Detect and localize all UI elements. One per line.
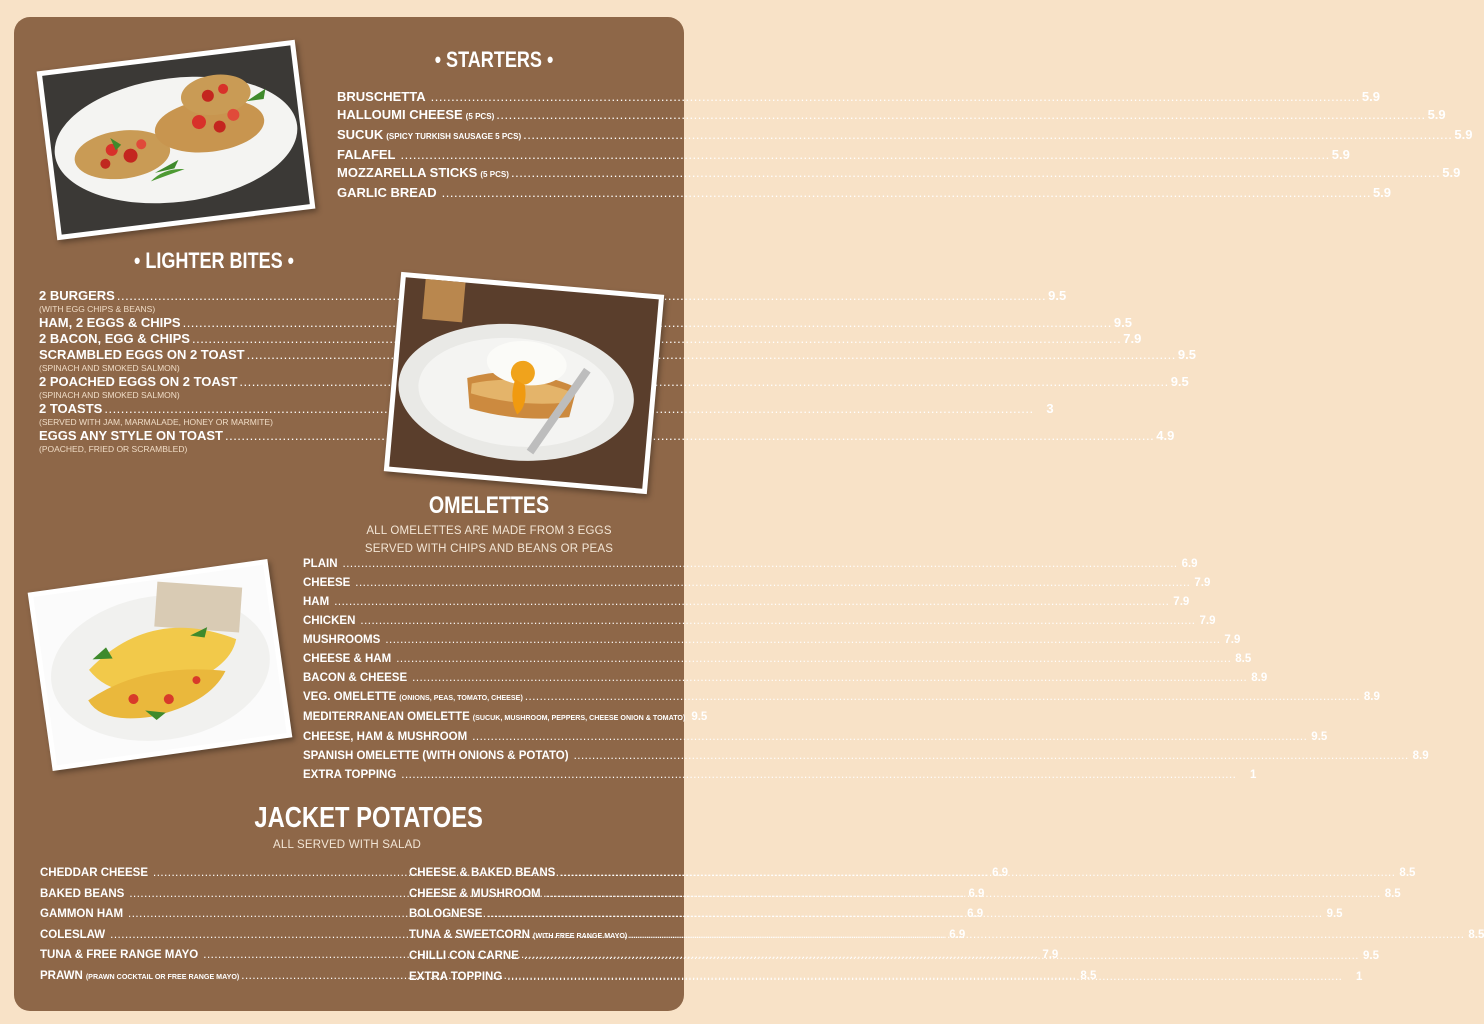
dot-leader bbox=[343, 555, 1178, 574]
item-price: 6.9 bbox=[1181, 558, 1198, 570]
omelette-photo bbox=[28, 559, 293, 771]
menu-item bbox=[337, 88, 1380, 106]
item-name: HAM, 2 EGGS & CHIPS bbox=[39, 315, 181, 330]
menu-item bbox=[303, 555, 1198, 574]
item-price: 4.9 bbox=[1156, 428, 1175, 443]
item-name: 2 BACON, EGG & CHIPS bbox=[39, 331, 190, 346]
item-note: (ONIONS, PEAS, TOMATO, CHEESE) bbox=[399, 694, 523, 702]
item-name: 2 BURGERS bbox=[39, 288, 115, 303]
item-price: 7.9 bbox=[1042, 949, 1059, 961]
menu-item bbox=[39, 315, 1132, 331]
item-price: 7.9 bbox=[1123, 331, 1142, 346]
dot-leader bbox=[629, 925, 1464, 946]
item-name: BRUSCHETTA bbox=[337, 89, 426, 104]
item-price: 8.9 bbox=[1363, 691, 1380, 703]
dot-leader bbox=[524, 946, 1359, 967]
dot-leader bbox=[401, 146, 1330, 164]
omelettes-subtitle-2: SERVED WITH CHIPS AND BEANS OR PEAS bbox=[364, 543, 614, 555]
menu-item bbox=[303, 650, 1252, 669]
menu-item bbox=[303, 747, 1429, 766]
item-description: (WITH EGG CHIPS & BEANS) bbox=[39, 304, 156, 314]
item-price: 9.5 bbox=[1326, 908, 1343, 920]
item-price: 8.9 bbox=[1251, 672, 1268, 684]
menu-item bbox=[303, 728, 1328, 747]
item-price: 5.9 bbox=[1442, 165, 1461, 180]
starters-title: • STARTERS • bbox=[434, 47, 554, 72]
dot-leader bbox=[360, 612, 1195, 631]
item-name: CHEESE & BAKED BEANS bbox=[409, 867, 556, 879]
dot-leader bbox=[496, 106, 1425, 124]
menu-item bbox=[303, 766, 1257, 785]
item-price: 5.9 bbox=[1372, 185, 1392, 200]
item-name: PRAWN bbox=[40, 969, 83, 982]
item-name: CHILLI CON CARNE bbox=[409, 950, 519, 962]
dot-leader bbox=[355, 574, 1190, 593]
item-note: (5 PCS) bbox=[480, 170, 509, 179]
item-name: GAMMON HAM bbox=[40, 908, 124, 920]
item-price: 8.9 bbox=[1412, 750, 1429, 762]
item-price: 7.9 bbox=[1199, 615, 1216, 627]
item-name: TUNA & FREE RANGE MAYO bbox=[40, 949, 199, 961]
item-name: BOLOGNESE bbox=[409, 908, 483, 920]
item-price: 8.5 bbox=[1235, 653, 1252, 665]
item-name: CHEESE bbox=[303, 577, 351, 589]
item-price: 7.9 bbox=[1224, 634, 1241, 646]
item-name: EGGS ANY STYLE ON TOAST bbox=[39, 428, 223, 443]
omelettes-title: OMELETTES bbox=[428, 492, 550, 519]
lighter-bites-list bbox=[39, 288, 1196, 455]
dot-leader bbox=[431, 88, 1360, 106]
menu-board bbox=[14, 17, 1484, 1011]
menu-item bbox=[337, 126, 1473, 146]
item-name: 2 TOASTS bbox=[39, 401, 103, 416]
item-price: 7.9 bbox=[1173, 596, 1190, 608]
dot-leader bbox=[523, 126, 1452, 144]
item-price: 6.9 bbox=[949, 928, 966, 941]
item-price: 8.5 bbox=[1080, 969, 1097, 982]
menu-item bbox=[39, 428, 1175, 444]
item-note: (WITH FREE RANGE MAYO) bbox=[532, 931, 628, 940]
dot-leader bbox=[385, 631, 1220, 650]
menu-item bbox=[303, 593, 1190, 612]
item-price: 6.9 bbox=[992, 867, 1009, 879]
item-name: PLAIN bbox=[303, 558, 338, 570]
dot-leader bbox=[511, 164, 1440, 182]
menu-item bbox=[303, 612, 1216, 631]
omelette-image bbox=[33, 565, 286, 766]
item-name: COLESLAW bbox=[40, 928, 106, 941]
item-price: 7.9 bbox=[1194, 577, 1211, 589]
item-name: EXTRA TOPPING bbox=[303, 769, 397, 781]
dot-leader bbox=[560, 863, 1395, 884]
item-price: 5.9 bbox=[1361, 89, 1380, 104]
poached-egg-toast-photo bbox=[384, 272, 664, 494]
item-price: 1 bbox=[1355, 970, 1363, 983]
dot-leader bbox=[401, 766, 1236, 785]
item-price: 1 bbox=[1249, 769, 1257, 781]
item-description: (SERVED WITH JAM, MARMALADE, HONEY OR MARMITE) bbox=[39, 417, 273, 427]
item-price: 9.5 bbox=[1113, 315, 1132, 330]
item-name: 2 POACHED EGGS ON 2 TOAST bbox=[39, 374, 238, 389]
item-note: (SPICY TURKISH SAUSAGE 5 PCS) bbox=[386, 132, 522, 141]
dot-leader bbox=[507, 967, 1342, 988]
item-price: 9.5 bbox=[1048, 288, 1067, 303]
item-price: 9.5 bbox=[691, 711, 708, 723]
item-price: 8.5 bbox=[1384, 887, 1401, 900]
dot-leader bbox=[472, 728, 1307, 747]
item-name: HALLOUMI CHEESE bbox=[337, 107, 463, 122]
item-name: CHICKEN bbox=[303, 615, 356, 627]
menu-item bbox=[303, 669, 1268, 688]
dot-leader bbox=[525, 688, 1360, 707]
jacket-potatoes-title: JACKET POTATOES bbox=[254, 802, 483, 834]
item-name: SPANISH OMELETTE (WITH ONIONS & POTATO) bbox=[303, 750, 569, 762]
item-note: (PRAWN COCKTAIL OR FREE RANGE MAYO) bbox=[85, 972, 240, 981]
menu-item bbox=[337, 184, 1392, 202]
item-name: HAM bbox=[303, 596, 330, 608]
menu-item bbox=[337, 146, 1350, 164]
menu-item bbox=[39, 401, 1054, 417]
item-name: VEG. OMELETTE bbox=[303, 691, 397, 703]
item-name: EXTRA TOPPING bbox=[409, 970, 503, 983]
item-price: 6.9 bbox=[967, 908, 984, 920]
item-price: 9.5 bbox=[1362, 950, 1379, 962]
dot-leader bbox=[412, 669, 1247, 688]
item-note: (5 PCS) bbox=[465, 112, 495, 121]
item-price: 5.9 bbox=[1427, 107, 1446, 122]
item-price: 3 bbox=[1046, 401, 1054, 416]
omelettes-list bbox=[303, 555, 1429, 785]
dot-leader bbox=[546, 884, 1381, 905]
item-name: BAKED BEANS bbox=[40, 887, 125, 900]
menu-item bbox=[337, 106, 1446, 126]
item-name: CHEDDAR CHEESE bbox=[40, 867, 148, 879]
item-price: 5.9 bbox=[1454, 127, 1473, 142]
item-name: FALAFEL bbox=[337, 147, 396, 162]
dot-leader bbox=[239, 374, 1168, 390]
item-name: MEDITERRANEAN OMELETTE bbox=[303, 711, 470, 723]
item-name: SCRAMBLED EGGS ON 2 TOAST bbox=[39, 347, 245, 362]
item-name: SUCUK bbox=[337, 127, 384, 142]
menu-item bbox=[39, 331, 1142, 347]
menu-item bbox=[303, 631, 1241, 650]
poached-egg-image bbox=[389, 277, 659, 488]
menu-item bbox=[39, 288, 1067, 304]
dot-leader bbox=[396, 650, 1231, 669]
item-price: 5.9 bbox=[1331, 147, 1350, 162]
omelettes-subtitle-1: ALL OMELETTES ARE MADE FROM 3 EGGS bbox=[366, 525, 612, 537]
dot-leader bbox=[247, 347, 1176, 363]
menu-item bbox=[303, 574, 1211, 593]
bruschetta-photo bbox=[37, 40, 316, 240]
item-price: 6.9 bbox=[968, 887, 985, 900]
item-name: GARLIC BREAD bbox=[337, 185, 437, 200]
lighter-bites-title: • LIGHTER BITES • bbox=[134, 248, 294, 273]
dot-leader bbox=[574, 747, 1409, 766]
bruschetta-image bbox=[42, 45, 310, 234]
item-price: 8.5 bbox=[1399, 867, 1416, 879]
item-price: 9.5 bbox=[1311, 731, 1328, 743]
item-price: 9.5 bbox=[1170, 374, 1189, 389]
item-name: CHEESE & MUSHROOM bbox=[409, 887, 541, 900]
dot-leader bbox=[225, 428, 1154, 444]
dot-leader bbox=[487, 904, 1322, 925]
item-name: MOZZARELLA STICKS bbox=[337, 165, 478, 180]
menu-item bbox=[39, 374, 1189, 390]
item-name: CHEESE & HAM bbox=[303, 653, 392, 665]
jacket-potatoes-subtitle: ALL SERVED WITH SALAD bbox=[273, 839, 421, 851]
menu-item bbox=[39, 347, 1196, 363]
menu-item bbox=[303, 708, 708, 728]
menu-item bbox=[337, 164, 1461, 184]
starters-list bbox=[337, 88, 1473, 202]
item-name: BACON & CHEESE bbox=[303, 672, 408, 684]
item-price: 9.5 bbox=[1177, 347, 1196, 362]
item-description: (SPINACH AND SMOKED SALMON) bbox=[39, 363, 180, 373]
item-name: MUSHROOMS bbox=[303, 634, 381, 646]
item-name: TUNA & SWEETCORN bbox=[409, 928, 530, 941]
item-note: (SUCUK, MUSHROOM, PEPPERS, CHEESE ONION & TOMATO) bbox=[472, 714, 686, 722]
item-name: CHEESE, HAM & MUSHROOM bbox=[303, 731, 468, 743]
item-description: (POACHED, FRIED OR SCRAMBLED) bbox=[39, 444, 188, 454]
dot-leader bbox=[442, 184, 1371, 202]
item-price: 8.5 bbox=[1468, 928, 1484, 941]
dot-leader bbox=[334, 593, 1169, 612]
item-description: (SPINACH AND SMOKED SALMON) bbox=[39, 390, 180, 400]
menu-item bbox=[303, 688, 1380, 708]
